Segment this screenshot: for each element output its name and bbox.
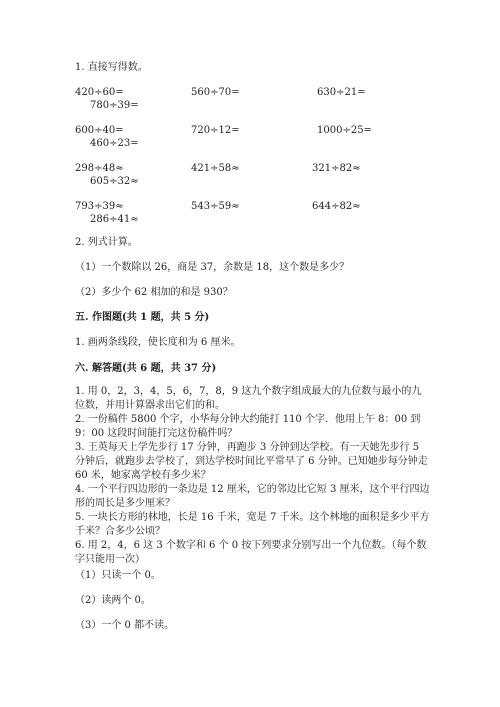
problem-6-subitem: （3）一个 0 都不读。 [75,620,175,631]
calc-item: 793÷39≈ [75,201,124,212]
calc-item: 600÷40= [75,125,124,136]
section5-item: 1. 画两条线段，使长度和为 6 厘米。 [75,337,241,348]
calc-item: 720÷12= [191,125,240,136]
calc-item: 630÷21= [317,87,366,98]
calc-item: 420÷60= [75,87,124,98]
calc-item: 605÷32≈ [90,176,139,187]
problem-6-subitem: （1）只读一个 0。 [75,570,161,581]
problem-4: 4. 一个平行四边形的一条边是 12 厘米，它的邻边比它短 3 厘米，这个平行四边形的周长是多少厘米？ [75,484,430,510]
problem-6-subitem: （2）读两个 0。 [75,595,151,606]
section-heading: 六. 解答题(共 6 题，共 37 分) [75,363,217,374]
problem-5: 5. 一块长方形的林地，长是 16 千米，宽是 7 千米。这个林地的面积是多少平方千米？合多少公顷？ [75,512,430,538]
problem-3: 3. 王英每天上学先步行 17 分钟，再跑步 3 分钟到达学校。有一天她先步行 5 分钟后，就跑步去学校了，到达学校时间比平常早了 6 分钟。已知她步每分钟走 60 米，她家离学校有多少米？ [75,442,428,482]
q1-title: 1. 直接写得数。 [75,62,148,73]
calc-item: 298÷48≈ [75,163,124,174]
calc-item: 286÷41≈ [90,214,139,225]
problem-6: 6. 用 2，4，6 这 3 个数字和 6 个 0 按下列要求分别写出一个九位数。（每个数字只能用一次） [75,540,427,566]
calc-item: 644÷82≈ [312,201,361,212]
q2-title: 2. 列式计算。 [75,237,138,248]
problem-2: 2. 一份稿件 5800 个字，小华每分钟大约能打 110 个字．他用上午 8：00 到 9：00 这段时间能打完这份稿件吗？ [75,414,421,440]
calc-item: 1000÷25= [317,125,372,136]
calc-item: 460÷23= [90,138,139,149]
calc-item: 543÷59≈ [191,201,240,212]
calc-item: 780÷39= [90,100,139,111]
q2-item: （1）一个数除以 26，商是 37，余数是 18，这个数是多少？ [75,262,350,273]
calc-item: 321÷82≈ [312,163,361,174]
problem-1: 1. 用 0，2，3，4，5，6，7，8，9 这九个数字组成最大的九位数与最小的九位数，并用计算器求出它们的和。 [75,386,422,412]
calc-item: 560÷70= [191,87,240,98]
calc-item: 421÷58≈ [191,163,240,174]
section-heading: 五. 作图题(共 1 题，共 5 分) [75,312,210,323]
q2-item: （2）多少个 62 相加的和是 930？ [75,287,233,298]
